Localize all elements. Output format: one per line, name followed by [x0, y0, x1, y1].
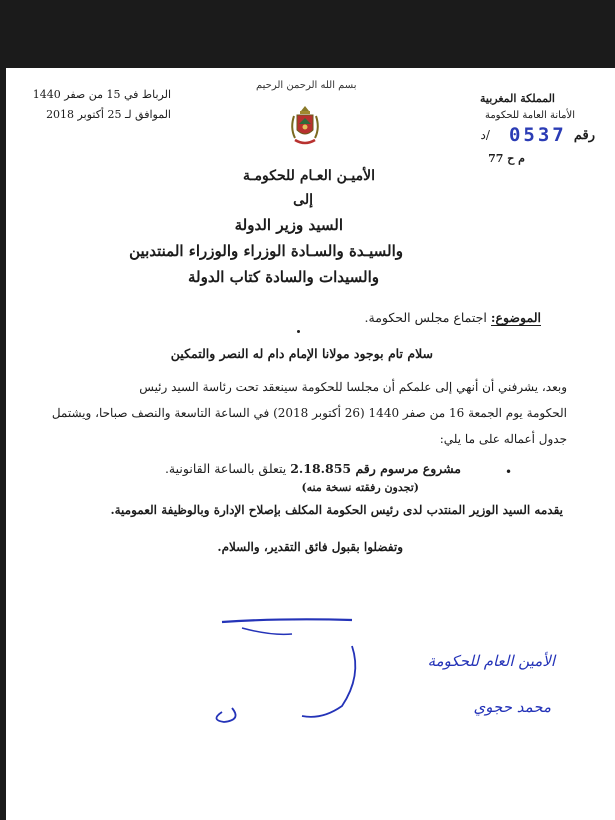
- subject-label: الموضوع:: [490, 310, 541, 325]
- agenda-item: [165, 461, 461, 476]
- letter-page: [6, 68, 615, 820]
- closing-line: وتفضلوا بقبول فائق التقدير، والسلام.: [217, 540, 403, 554]
- signature-title: الأمين العام للحكومة: [427, 652, 555, 670]
- kingdom-title: المملكة المغربية: [480, 92, 555, 105]
- body-line-3: جدول أعماله على ما يلي:: [439, 432, 567, 446]
- date-line-hijri: الرباط في 15 من صفر 1440: [32, 88, 171, 101]
- secretariat-title: الأمانة العامة للحكومة: [484, 110, 575, 121]
- ref-suffix: /د: [480, 128, 490, 142]
- ref-number-stamp: 0537: [508, 124, 567, 146]
- agenda-item-lead: مشروع مرسوم رقم 2.18.855: [290, 461, 461, 476]
- addressee-line-3: والسيدات والسادة كتاب الدولة: [187, 268, 379, 286]
- subject-line: [365, 310, 541, 325]
- basmala-header: بسم الله الرحمن الرحيم: [256, 80, 357, 91]
- greeting: سلام تام بوجود مولانا الإمام دام له النصر والتمكين: [170, 346, 433, 361]
- signature-name: محمد حجوي: [473, 698, 551, 716]
- presenter-line: يقدمه السيد الوزير المنتدب لدى رئيس الحكومة المكلف بإصلاح الإدارة وبالوظيفة العمومية.: [110, 503, 563, 517]
- reference-number-row: [481, 124, 596, 150]
- ref-prefix: رقم: [573, 127, 595, 143]
- addressee-line-2: والسيـدة والسـادة الوزراء والوزراء المنتدبين: [129, 242, 403, 260]
- ref-code: م ح 77: [488, 152, 525, 165]
- signature-flourish-icon: [202, 616, 372, 726]
- agenda-item-rest: يتعلق بالساعة القانونية.: [164, 461, 291, 476]
- subject-text: اجتماع مجلس الحكومة.: [364, 310, 487, 325]
- dot-mark: [297, 330, 300, 333]
- addressee-to: إلى: [293, 192, 313, 208]
- royal-emblem-icon: [286, 104, 324, 148]
- bullet-icon: •: [505, 465, 513, 479]
- attachment-note: (تجدون رفقته نسخة منه): [301, 481, 419, 494]
- addressee-line-1: السيد وزير الدولة: [234, 216, 343, 234]
- body-line-1: وبعد، يشرفني أن أنهي إلى علمكم أن مجلسا للحكومة سينعقد تحت رئاسة السيد رئيس: [139, 380, 567, 394]
- sender-title: الأميـن العـام للحكومـة: [242, 168, 375, 184]
- body-line-2: الحكومة يوم الجمعة 16 من صفر 1440 (26 أكتوبر 2018) في الساعة التاسعة والنصف صباحا، ويشتمل: [51, 406, 567, 420]
- date-line-gregorian: الموافق لـ 25 أكتوبر 2018: [46, 108, 171, 121]
